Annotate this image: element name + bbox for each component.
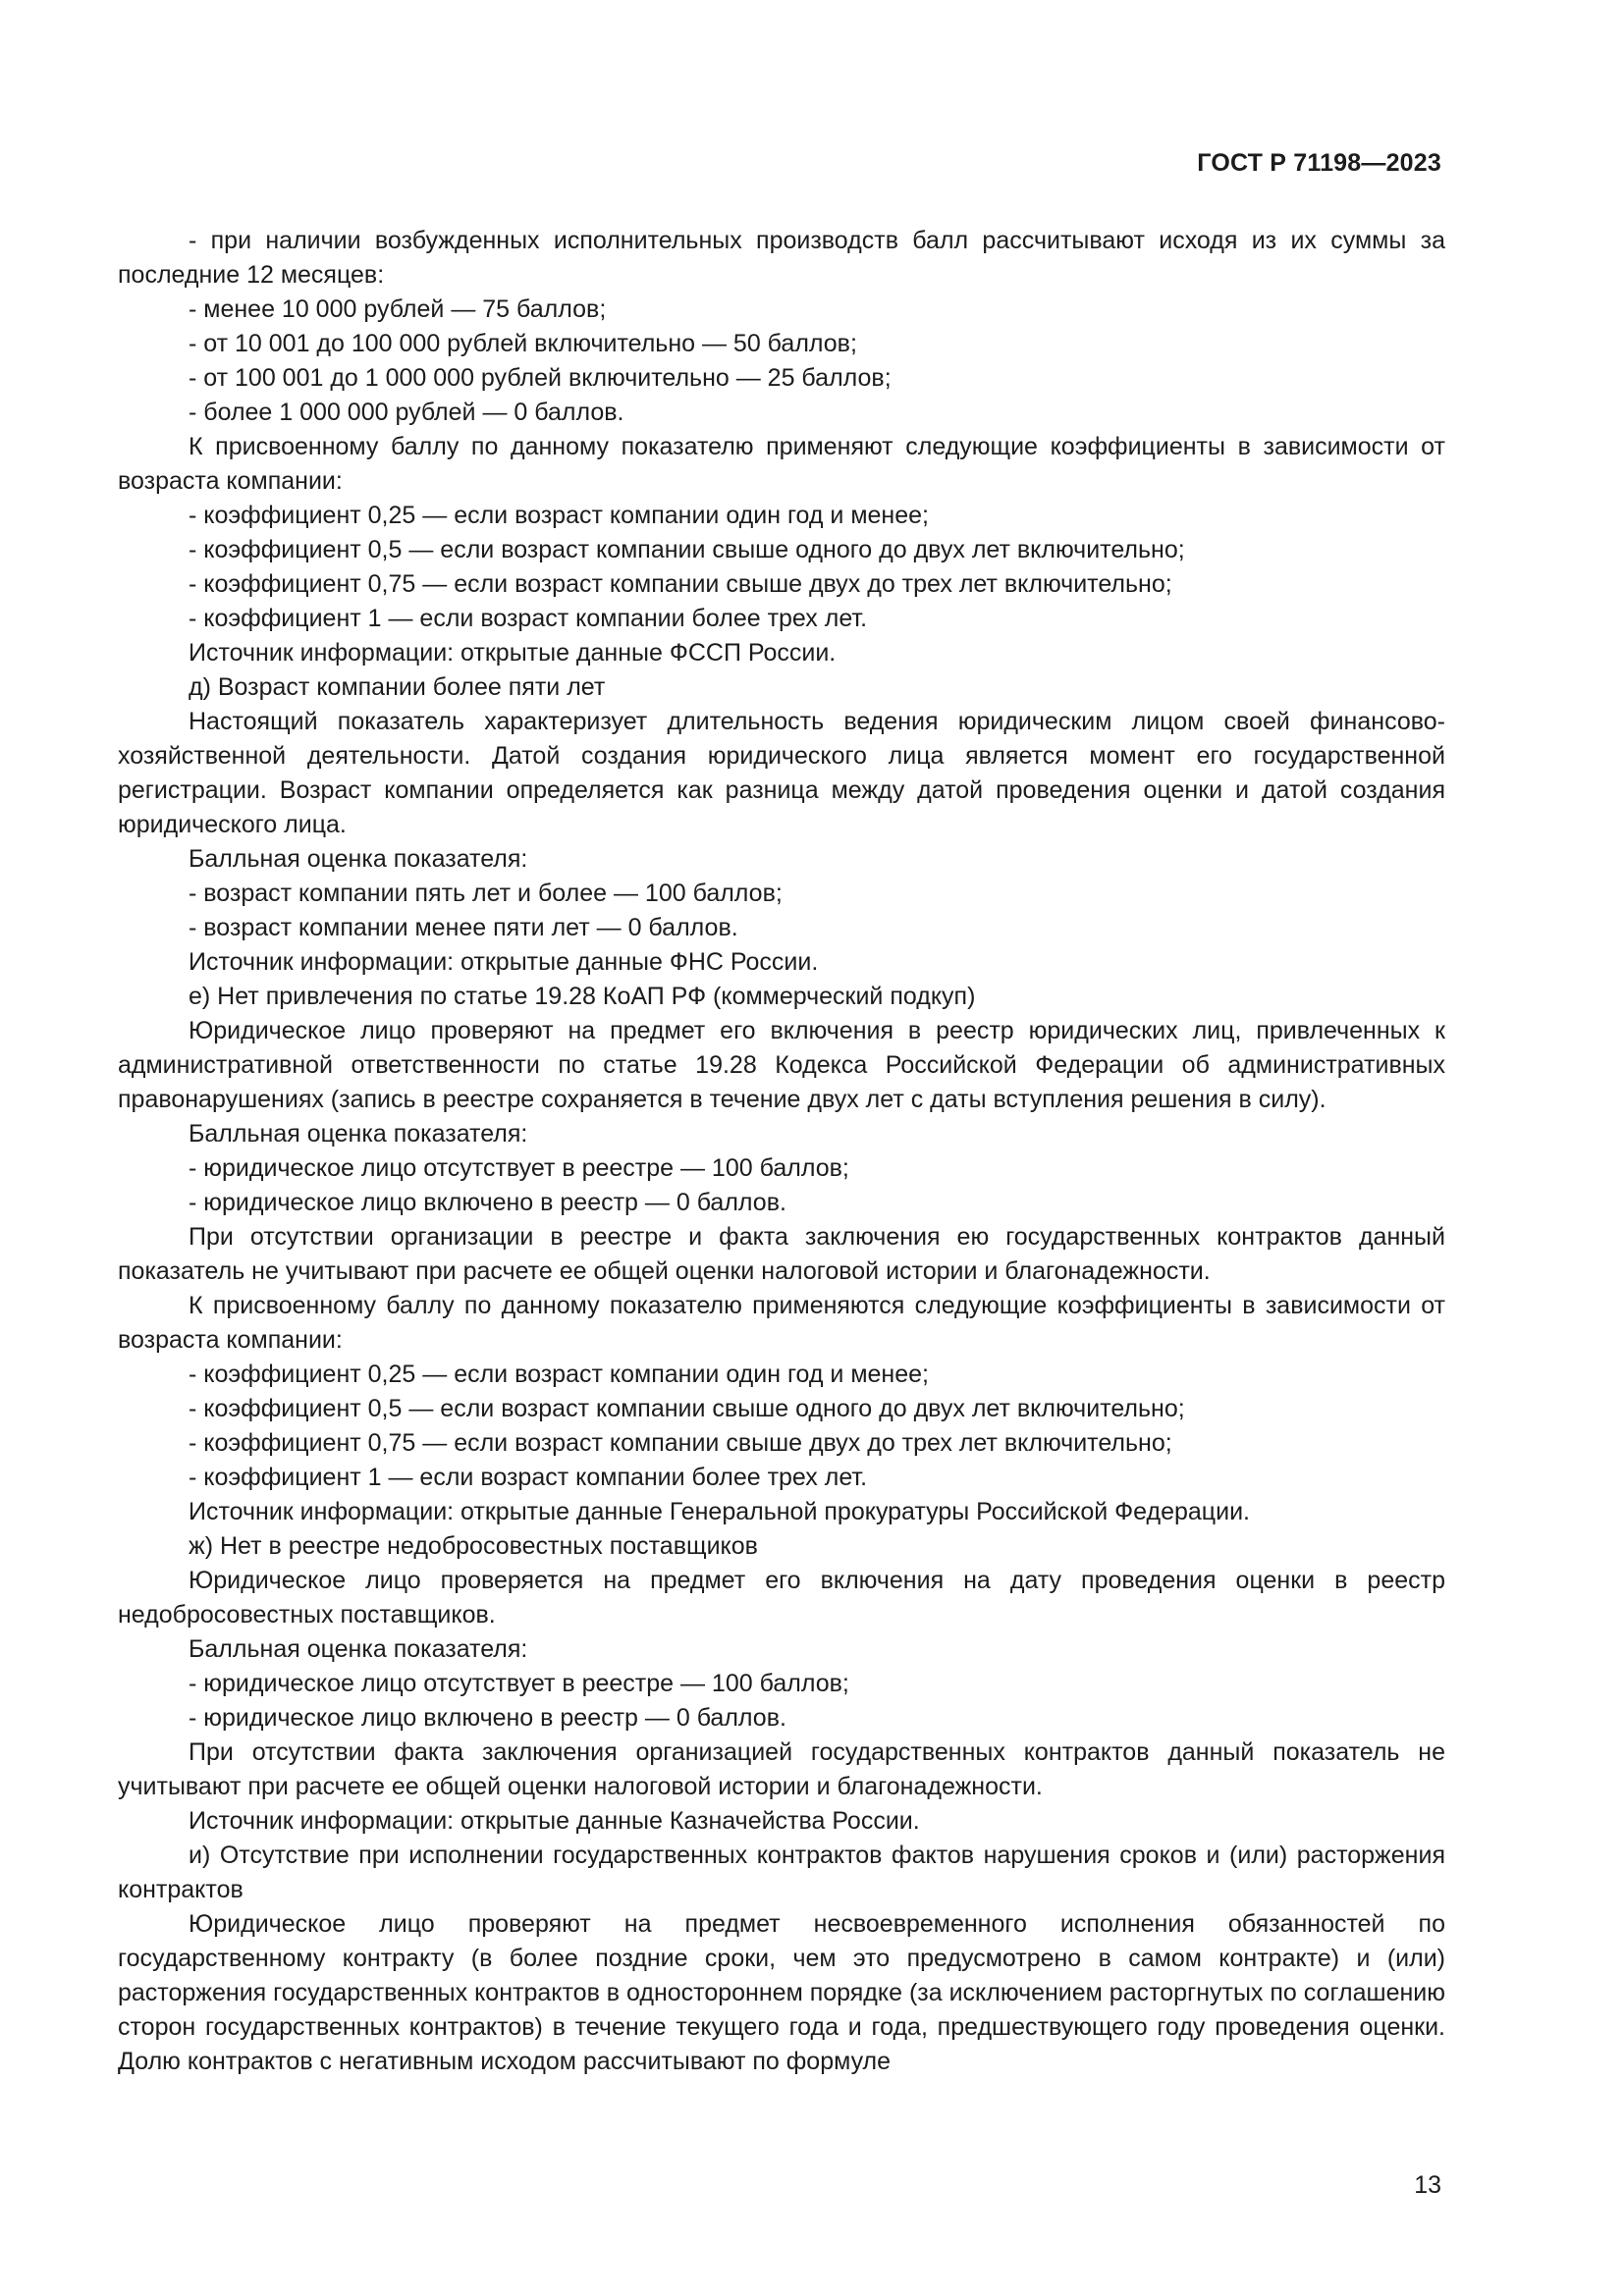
paragraph: Юридическое лицо проверяется на предмет его включения на дату проведения оценки в реестр недобросовестных поставщиков. bbox=[118, 1567, 1445, 1629]
list-item: - коэффициент 0,25 — если возраст компании один год и менее; bbox=[189, 502, 929, 529]
list-item: - возраст компании пять лет и более — 100 баллов; bbox=[189, 880, 783, 907]
section-heading: д) Возраст компании более пяти лет bbox=[189, 673, 606, 701]
page-number: 13 bbox=[1414, 2171, 1441, 2199]
source-note: Источник информации: открытые данные ФНС России. bbox=[189, 948, 819, 976]
standard-number-header: ГОСТ Р 71198—2023 bbox=[1197, 149, 1441, 177]
paragraph: К присвоенному баллу по данному показателю применяются следующие коэффициенты в зависимости от возраста компании: bbox=[118, 1292, 1445, 1354]
list-item: - от 10 001 до 100 000 рублей включительно — 50 баллов; bbox=[189, 330, 857, 357]
list-item: - коэффициент 0,75 — если возраст компании свыше двух до трех лет включительно; bbox=[189, 1429, 1172, 1457]
paragraph: Балльная оценка показателя: bbox=[189, 845, 528, 873]
list-item: - юридическое лицо включено в реестр — 0 баллов. bbox=[189, 1704, 786, 1732]
list-item: - от 100 001 до 1 000 000 рублей включительно — 25 баллов; bbox=[189, 364, 892, 392]
list-item: - коэффициент 0,5 — если возраст компании свыше одного до двух лет включительно; bbox=[189, 536, 1185, 563]
paragraph: При отсутствии факта заключения организацией государственных контрактов данный показатель не учитывают при расчете ее общей оценки налоговой истории и благонадежности. bbox=[118, 1738, 1445, 1800]
list-item: - коэффициент 0,25 — если возраст компании один год и менее; bbox=[189, 1361, 929, 1388]
paragraph: Балльная оценка показателя: bbox=[189, 1635, 528, 1663]
section-heading: е) Нет привлечения по статье 19.28 КоАП РФ (коммерческий подкуп) bbox=[189, 983, 976, 1010]
document-body bbox=[118, 224, 1445, 2079]
paragraph: - при наличии возбужденных исполнительных производств балл рассчитывают исходя из их суммы за последние 12 месяцев: bbox=[118, 227, 1445, 289]
paragraph: Юридическое лицо проверяют на предмет несвоевременного исполнения обязанностей по государственному контракту (в более поздние сроки, чем это предусмотрено в самом контракте) и (или) расторжения государственных контрактов в одностороннем порядке (за исключением расторгнутых по соглашению сторон государственных контрактов) в течение текущего года и года, предшествующего году проведения оценки. Долю контрактов с негативным исходом рассчитывают по формуле bbox=[118, 1910, 1445, 2075]
list-item: - юридическое лицо отсутствует в реестре — 100 баллов; bbox=[189, 1670, 849, 1697]
paragraph: К присвоенному баллу по данному показателю применяют следующие коэффициенты в зависимости от возраста компании: bbox=[118, 433, 1445, 495]
source-note: Источник информации: открытые данные ФССП России. bbox=[189, 639, 837, 667]
paragraph: Настоящий показатель характеризует длительность ведения юридическим лицом своей финансово-хозяйственной деятельности. Датой создания юридического лица является момент его государственной регистрации. Возраст компании определяется как разница между датой проведения оценки и датой создания юридического лица. bbox=[118, 708, 1445, 838]
section-heading: ж) Нет в реестре недобросовестных поставщиков bbox=[189, 1532, 758, 1560]
list-item: - более 1 000 000 рублей — 0 баллов. bbox=[189, 399, 624, 426]
list-item: - юридическое лицо включено в реестр — 0 баллов. bbox=[189, 1189, 786, 1216]
paragraph: Юридическое лицо проверяют на предмет его включения в реестр юридических лиц, привлеченных к административной ответственности по статье 19.28 Кодекса Российской Федерации об административных правонарушениях (запись в реестре сохраняется в течение двух лет с даты вступления решения в силу). bbox=[118, 1017, 1445, 1113]
list-item: - юридическое лицо отсутствует в реестре — 100 баллов; bbox=[189, 1154, 849, 1182]
paragraph: При отсутствии организации в реестре и факта заключения ею государственных контрактов данный показатель не учитывают при расчете ее общей оценки налоговой истории и благонадежности. bbox=[118, 1223, 1445, 1285]
list-item: - коэффициент 0,75 — если возраст компании свыше двух до трех лет включительно; bbox=[189, 570, 1172, 598]
paragraph: Балльная оценка показателя: bbox=[189, 1120, 528, 1148]
list-item: - менее 10 000 рублей — 75 баллов; bbox=[189, 295, 607, 323]
list-item: - возраст компании менее пяти лет — 0 баллов. bbox=[189, 914, 738, 941]
source-note: Источник информации: открытые данные Генеральной прокуратуры Российской Федерации. bbox=[189, 1498, 1250, 1525]
list-item: - коэффициент 0,5 — если возраст компании свыше одного до двух лет включительно; bbox=[189, 1395, 1185, 1422]
list-item: - коэффициент 1 — если возраст компании более трех лет. bbox=[189, 1464, 868, 1491]
source-note: Источник информации: открытые данные Казначейства России. bbox=[189, 1807, 920, 1835]
section-heading: и) Отсутствие при исполнении государственных контрактов фактов нарушения сроков и (или) расторжения контрактов bbox=[118, 1842, 1445, 1903]
list-item: - коэффициент 1 — если возраст компании более трех лет. bbox=[189, 605, 868, 632]
